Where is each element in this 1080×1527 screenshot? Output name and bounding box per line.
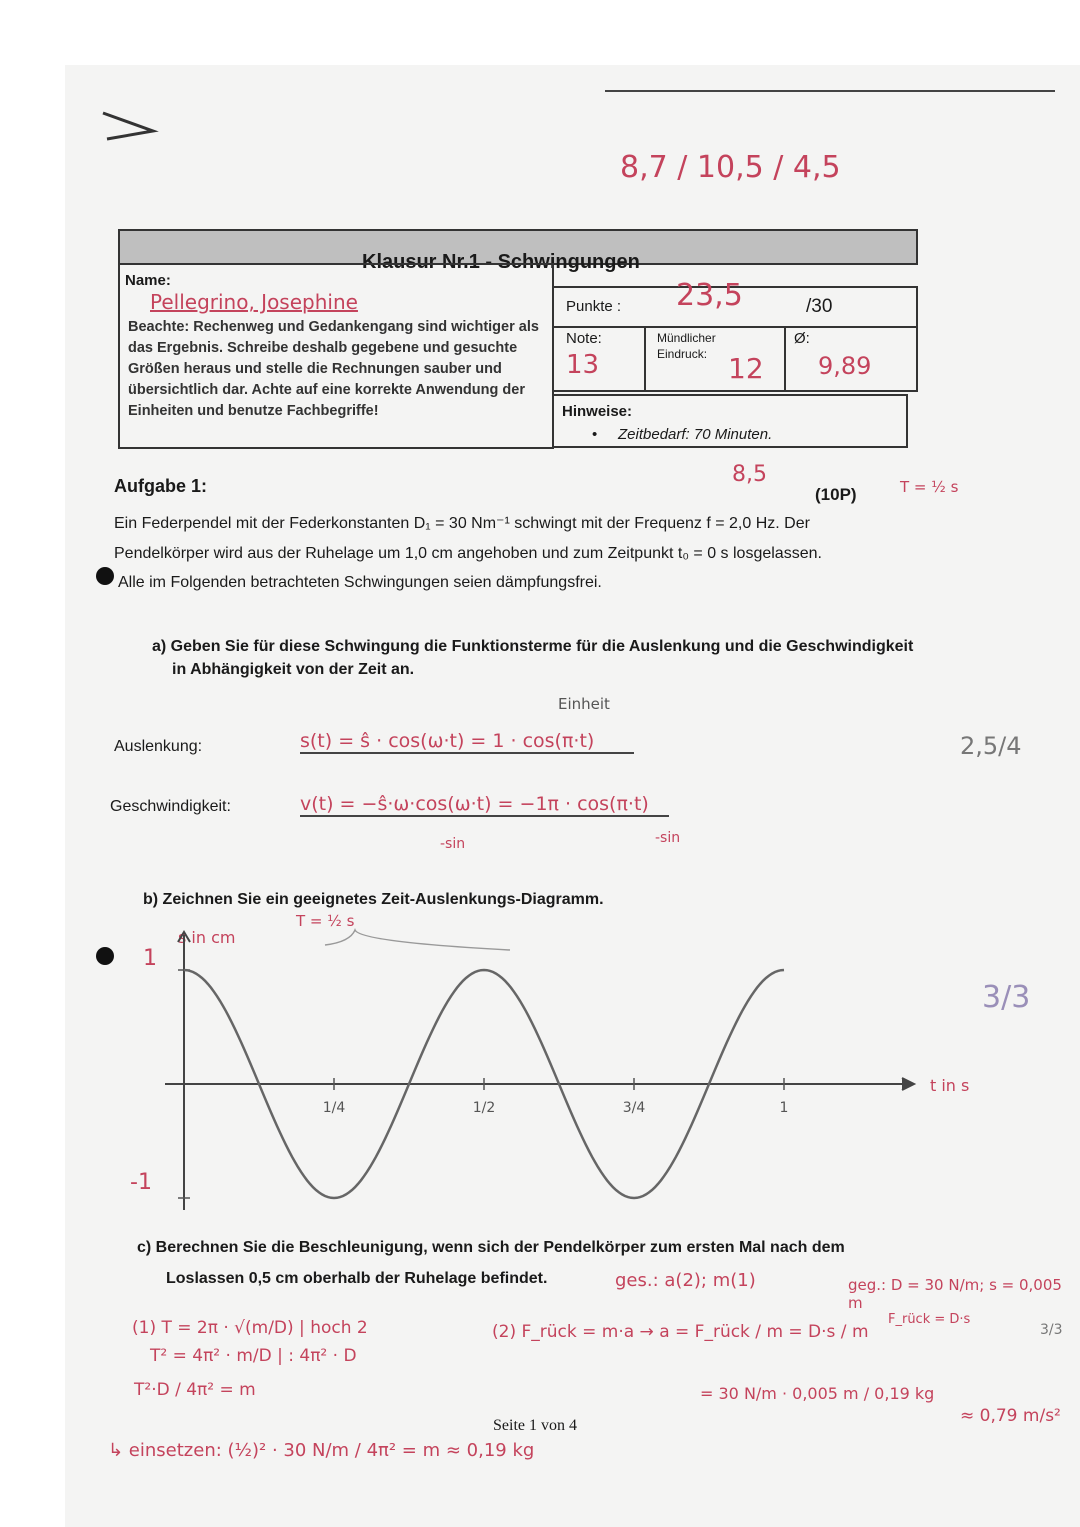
- y-tick-top: 1: [143, 946, 157, 971]
- part-a-question-line1: a) Geben Sie für diese Schwingung die Funktionsterme für die Auslenkung und die Geschwindigkeit: [152, 638, 914, 655]
- punkte-max: /30: [806, 296, 833, 317]
- muendlich-value: 12: [728, 352, 764, 385]
- y-tick-bottom: -1: [130, 1170, 152, 1195]
- calc1-line2: T² = 4π² · m/D | : 4π² · D: [150, 1346, 357, 1366]
- aufgabe-score: 8,5: [732, 462, 767, 487]
- part-c-question-line1: c) Berechnen Sie die Beschleunigung, wenn sich der Pendelkörper zum ersten Mal nach dem: [137, 1239, 845, 1256]
- part-b-score: 3/3: [982, 980, 1031, 1015]
- geschw-label: Geschwindigkeit:: [110, 798, 231, 815]
- aufgabe-period-note: T = ½ s: [900, 478, 959, 496]
- part-c-result: ≈ 0,79 m/s²: [960, 1406, 1061, 1426]
- calc1-line1: (1) T = 2π · √(m/D) | hoch 2: [132, 1318, 368, 1338]
- punkte-label: Punkte :: [566, 298, 622, 315]
- bullet-dot-2: [96, 947, 114, 965]
- x-tick-label: 1/2: [472, 1100, 496, 1116]
- aufgabe-text-line1: Ein Federpendel mit der Federkonstanten D₁ = 30 Nm⁻¹ schwingt mit der Frequenz f = 2,0 Hz. Der: [114, 515, 810, 532]
- aufgabe-title: Aufgabe 1:: [114, 476, 208, 496]
- aufgabe-points: (10P): [815, 485, 857, 504]
- part-c-score: 3/3: [1040, 1322, 1063, 1338]
- period-brace: [325, 930, 510, 950]
- note-label: Note:: [566, 330, 602, 347]
- calc1-line4: ↳ einsetzen: (½)² · 30 N/m / 4π² = m ≈ 0,19 kg: [108, 1440, 535, 1461]
- auslenkung-label: Auslenkung:: [114, 738, 203, 755]
- x-tick-label: 1: [779, 1100, 789, 1116]
- instructions-text: Beachte: Rechenweg und Gedankengang sind wichtiger als das Ergebnis. Schreibe deshalb gegebene und gesuchte Größen heraus und stelle die Rechnungen sauber und übersichtlich dar. Achte auf eine korrekte Anwendung der Einheiten und benutze Fachbegriffe!: [128, 319, 539, 419]
- note-value: 13: [566, 350, 600, 380]
- part-b-question: b) Zeichnen Sie ein geeignetes Zeit-Auslenkungs-Diagramm.: [143, 891, 604, 908]
- name-value: Pellegrino, Josephine: [150, 290, 358, 314]
- sin-note-2: -sin: [655, 830, 681, 846]
- exam-title: Klausur Nr.1 - Schwingungen: [362, 251, 640, 273]
- part-b-period-note: T = ½ s: [296, 912, 355, 930]
- x-axis-label: t in s: [930, 1076, 970, 1095]
- y-axis-label: s in cm: [178, 928, 236, 947]
- calc2-line2: = 30 N/m · 0,005 m / 0,19 kg: [700, 1384, 935, 1403]
- check-mark-icon: [95, 105, 165, 145]
- x-axis-arrow: [902, 1078, 914, 1090]
- avg-value: 9,89: [818, 352, 872, 380]
- geschw-value: v(t) = −ŝ·ω·cos(ω·t) = −1π · cos(π·t): [300, 793, 669, 817]
- hinweise-bullet: •: [592, 426, 598, 443]
- name-label: Name:: [125, 272, 171, 289]
- part-a-question-line2: in Abhängigkeit von der Zeit an.: [172, 661, 415, 678]
- part-c-question-line2: Loslassen 0,5 cm oberhalb der Ruhelage befindet.: [166, 1270, 548, 1287]
- auslenkung-value: s(t) = ŝ · cos(ω·t) = 1 · cos(π·t): [300, 730, 634, 754]
- part-c-frueck: F_rück = D·s: [888, 1312, 971, 1327]
- avg-label: Ø:: [794, 330, 810, 347]
- top-grade-note: 8,7 / 10,5 / 4,5: [620, 150, 841, 185]
- page-number: Seite 1 von 4: [493, 1417, 577, 1434]
- calc2-line1: (2) F_rück = m·a → a = F_rück / m = D·s / m: [492, 1322, 869, 1342]
- aufgabe-text-line3: Alle im Folgenden betrachteten Schwingungen seien dämpfungsfrei.: [118, 574, 602, 591]
- calc1-line3: T²·D / 4π² = m: [134, 1380, 256, 1400]
- hinweise-label: Hinweise:: [562, 403, 633, 420]
- sin-note: -sin: [440, 836, 466, 852]
- hinweise-item: Zeitbedarf: 70 Minuten.: [618, 426, 773, 443]
- part-a-score: 2,5/4: [960, 732, 1022, 760]
- time-displacement-chart: [150, 920, 950, 1220]
- punkte-value: 23,5: [676, 278, 743, 313]
- x-tick-label: 1/4: [322, 1100, 346, 1116]
- top-rule: [605, 90, 1055, 92]
- aufgabe-text-line2: Pendelkörper wird aus der Ruhelage um 1,0 cm angehoben und zum Zeitpunkt t₀ = 0 s losgelassen.: [114, 545, 822, 562]
- part-c-ges: ges.: a(2); m(1): [615, 1270, 756, 1291]
- einheit-note: Einheit: [558, 695, 610, 713]
- muendlich-label: Mündlicher Eindruck:: [657, 331, 716, 361]
- bullet-dot: [96, 567, 114, 585]
- x-tick-label: 3/4: [622, 1100, 646, 1116]
- part-c-geg: geg.: D = 30 N/m; s = 0,005 m: [848, 1276, 1062, 1312]
